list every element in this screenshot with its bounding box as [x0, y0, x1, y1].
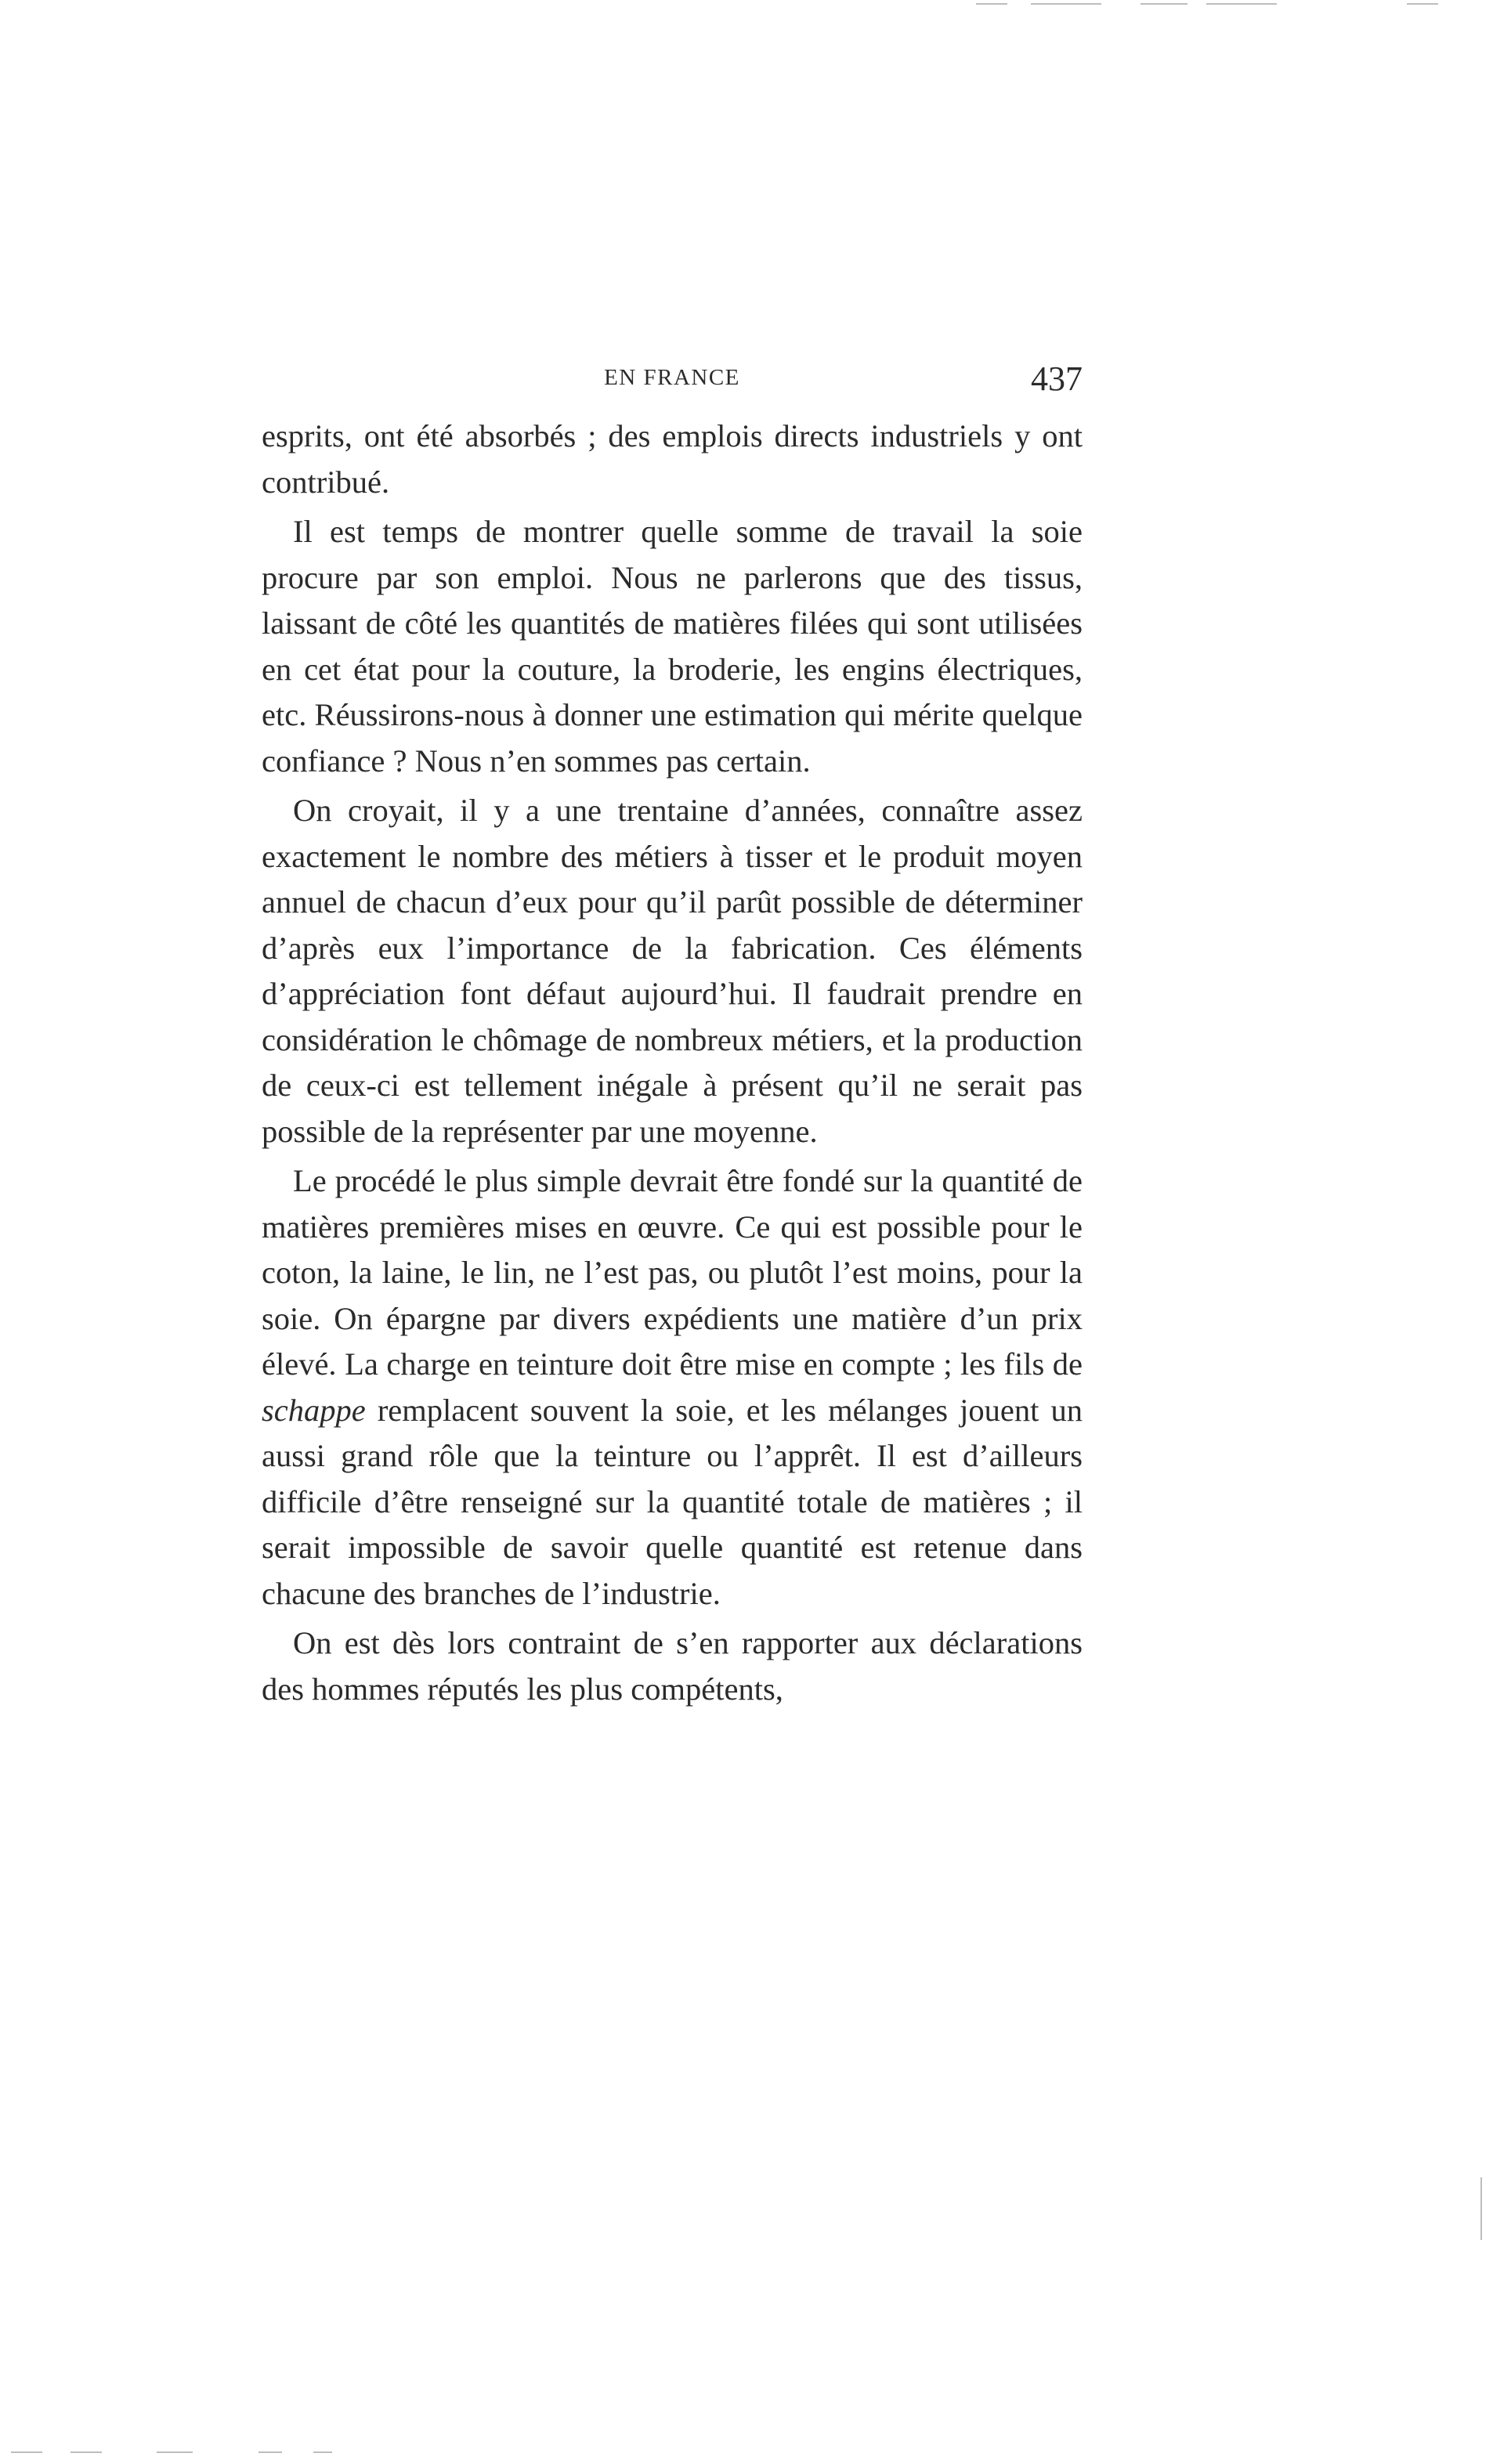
scan-artifact-top [976, 3, 1007, 5]
scan-artifact-bottom [157, 2451, 193, 2453]
running-title: EN FRANCE [604, 365, 740, 390]
paragraph-continued: esprits, ont été absorbés ; des emplois directs industriels y ont contribué. [262, 418, 1083, 500]
scan-artifact-bottom [70, 2451, 102, 2453]
scan-artifact-bottom [258, 2451, 282, 2453]
paragraph: On croyait, il y a une trentaine d’années, connaître assez exactement le nombre des métiers à tisser et le produit moyen annuel de chacun d’eux pour qu’il parût possible de déterminer d’après eux l’importance de la fabrication. Ces éléments d’appréciation font défaut aujourd’hui. Il faudrait prendre en considération le chômage de nombreux métiers, et la production de ceux-ci est tellement inégale à présent qu’il ne serait pas possible de la représenter par une moyenne. [262, 793, 1083, 1149]
scan-artifact-bottom [11, 2451, 42, 2453]
page-number: 437 [1031, 359, 1083, 398]
scan-artifact-edge [1480, 2177, 1482, 2240]
emphasis-term: schappe [262, 1392, 366, 1428]
paragraph-text: remplacent souvent la soie, et les mélanges jouent un aussi grand rôle que la teinture ou l’apprêt. Il est d’ailleurs difficile d’être renseigné sur la quantité totale de matières ; il serait impossible de savoir quelle quantité est retenue dans chacune des branches de l’industrie. [262, 1392, 1083, 1611]
scan-artifact-top [1206, 3, 1277, 5]
paragraph: Il est temps de montrer quelle somme de travail la soie procure par son emploi. Nous ne parlerons que des tissus, laissant de côté les quantités de matières filées qui sont utilisées en cet état pour la couture, la broderie, les engins électriques, etc. Réussirons-nous à donner une estimation qui mérite quelque confiance ? Nous n’en sommes pas certain. [262, 514, 1083, 779]
scan-artifact-bottom [313, 2451, 332, 2453]
scan-artifact-top [1031, 3, 1101, 5]
paragraph [262, 1158, 1083, 1617]
running-head [262, 359, 1083, 406]
scan-artifact-top [1407, 3, 1438, 5]
body-text [262, 414, 1083, 1712]
scan-artifact-top [1141, 3, 1188, 5]
paragraph: On est dès lors contraint de s’en rapporter aux déclarations des hommes réputés les plus compétents, [262, 1625, 1083, 1707]
paragraph-text: Le procédé le plus simple devrait être fondé sur la quantité de matières premières mises en œuvre. Ce qui est possible pour le coton, la laine, le lin, ne l’est pas, ou plutôt l’est moins, pour la soie. On épargne par divers expédients une matière d’un prix élevé. La charge en teinture doit être mise en compte ; les fils de [262, 1163, 1083, 1382]
